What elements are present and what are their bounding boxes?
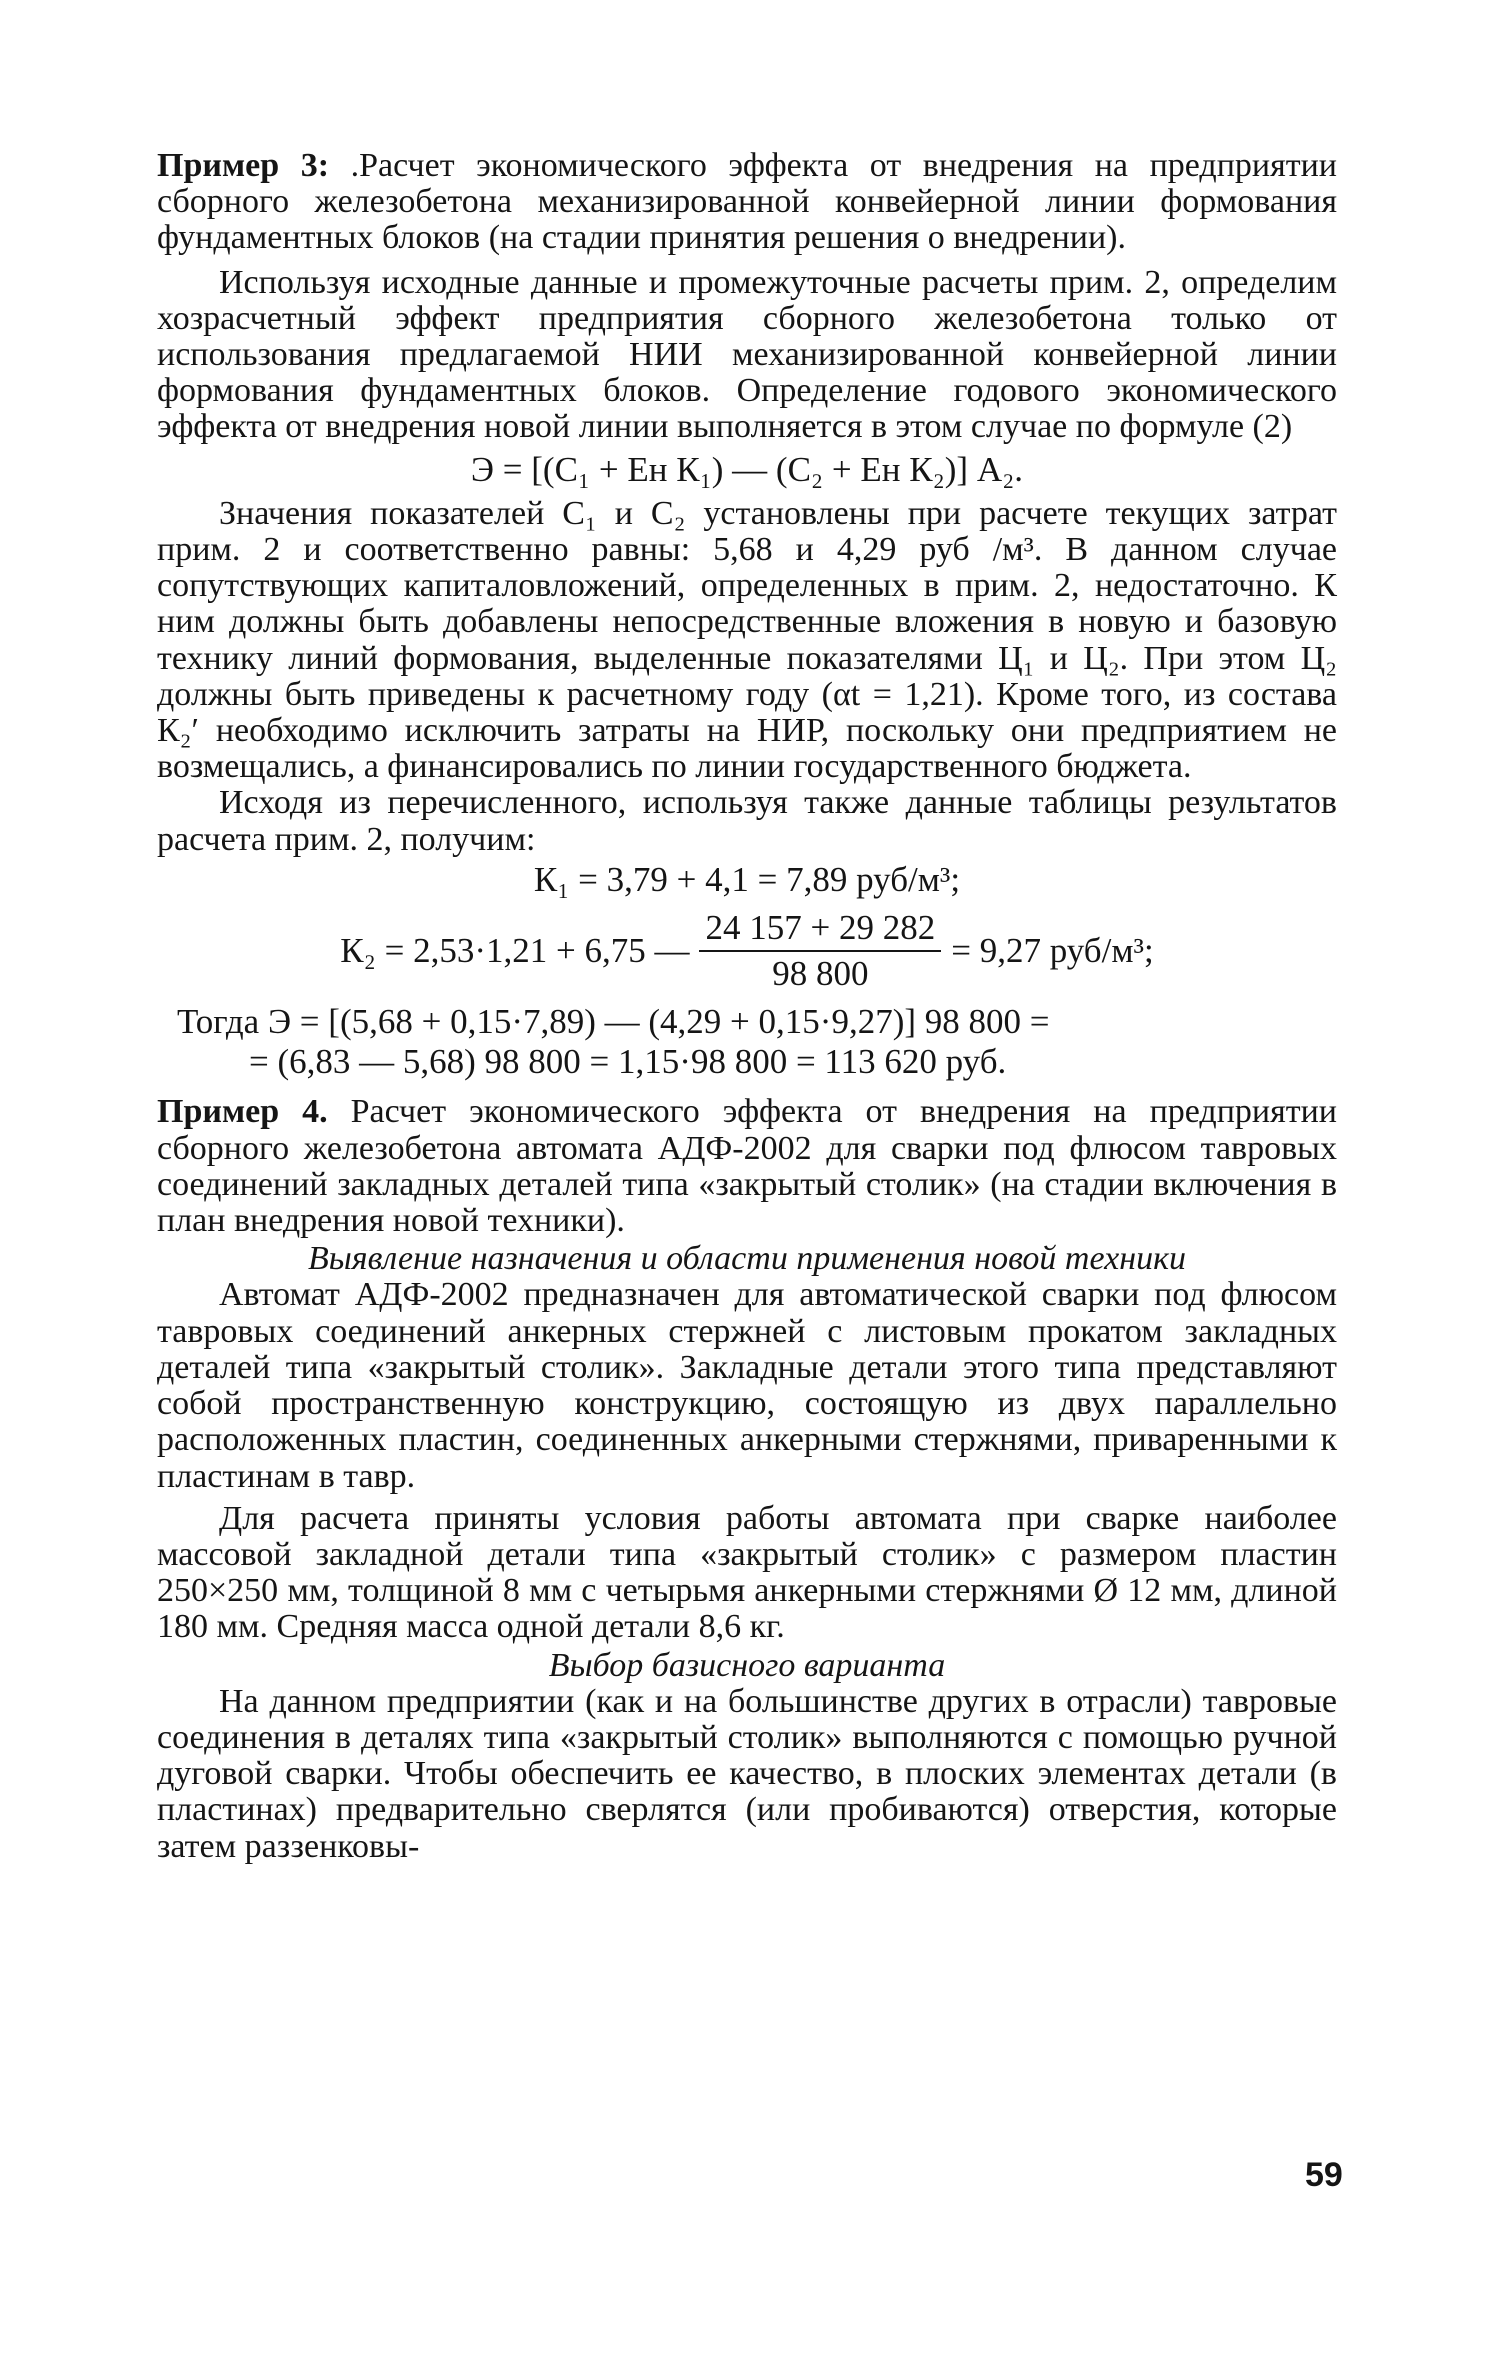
example-4-paragraph [157, 1094, 1337, 1239]
calculation-line-2: = (6,83 — 5,68) 98 800 = 1,15·98 800 = 113 620 руб. [249, 1042, 1007, 1082]
paragraph-values: Значения показателей С₁ и С₂ установлены при расчете текущих затрат прим. 2 и соответственно равны: 5,68 и 4,29 руб /м³. В данном случае сопутствующих капиталовложений, определенных в прим. 2, недостаточно. К ним должны быть добавлены непосредственные вложения в новую и базовую технику линий формования, выделенные показателями Ц₁ и Ц₂. При этом Ц₂ должны быть приведены к расчетному году (αt = 1,21). Кроме того, из состава К₂′ необходимо исключить затраты на НИР, поскольку они предприятием не возмещались, а финансировались по линии государственного бюджета. [157, 494, 1337, 786]
paragraph-intro: Используя исходные данные и промежуточные расчеты прим. 2, определим хозрасчетный эффект предприятия сборного железобетона только от использования предлагаемой НИИ механизированной конвейерной линии формования фундаментных блоков. Определение годового экономического эффекта от внедрения новой линии выполняется в этом случае по формуле (2) [157, 263, 1337, 446]
example-3-paragraph [157, 148, 1337, 257]
paragraph-conditions: Для расчета приняты условия работы автомата при сварке наиболее массовой закладной детали типа «закрытый столик» с размером пластин 250×250 мм, толщиной 8 мм с четырьмя анкерными стержнями Ø 12 мм, длиной 180 мм. Средняя масса одной детали 8,6 кг. [157, 1499, 1337, 1646]
formula-k1: К₁ = 3,79 + 4,1 = 7,89 руб/м³; [533, 859, 961, 899]
paragraph-based-on: Исходя из перечисленного, используя также данные таблицы результатов расчета прим. 2, получим: [157, 784, 1337, 858]
formula-k2-rhs: = 9,27 руб/м³; [951, 930, 1154, 970]
formula-effect: Э = [(С₁ + Eн К₁) — (С₂ + Eн К₂)] А₂. [470, 449, 1024, 489]
example-4-label: Пример 4. [157, 1093, 328, 1131]
section-heading-purpose: Выявление назначения и области применения новой техники [308, 1240, 1186, 1278]
example-3-text: .Расчет экономического эффекта от внедрения на предприятии сборного железобетона механизированной конвейерной линии формования фундаментных блоков (на стадии принятия решения о внедрении). [157, 147, 1337, 257]
formula-k2-lhs: К₂ = 2,53·1,21 + 6,75 — [340, 930, 690, 970]
section-heading-base-variant: Выбор базисного варианта [548, 1646, 946, 1684]
text-block [157, 148, 1337, 1865]
calculation-line-1: Тогда Э = [(5,68 + 0,15·7,89) — (4,29 + 0,15·9,27)] 98 800 = [177, 1002, 1050, 1042]
formula-k2 [157, 908, 1337, 994]
formula-k2-fraction [699, 908, 941, 994]
page-number: 59 [1305, 2156, 1343, 2194]
paragraph-enterprise: На данном предприятии (как и на большинстве других в отрасли) тавровые соединения в деталях типа «закрытый столик» выполняются с помощью ручной дуговой сварки. Чтобы обеспечить ее качество, в плоских элементах детали (в пластинах) предварительно сверлятся (или пробиваются) отверстия, которые затем раззенковы- [157, 1682, 1337, 1865]
fraction-numerator: 24 157 + 29 282 [699, 908, 941, 952]
example-4-text: Расчет экономического эффекта от внедрения на предприятии сборного железобетона автомата АДФ-2002 для сварки под флюсом тавровых соединений закладных деталей типа «закрытый столик» (на стадии включения в план внедрения новой техники). [157, 1093, 1338, 1240]
example-3-label: Пример 3: [157, 147, 330, 184]
paragraph-automat: Автомат АДФ-2002 предназначен для автоматической сварки под флюсом тавровых соединений анкерных стержней с листовым прокатом закладных деталей типа «закрытый столик». Закладные детали этого типа представляют собой пространственную конструкцию, состоящую из двух параллельно расположенных пластин, соединенных анкерными стержнями, приваренными к пластинам в тавр. [157, 1276, 1337, 1495]
fraction-denominator: 98 800 [772, 954, 869, 994]
